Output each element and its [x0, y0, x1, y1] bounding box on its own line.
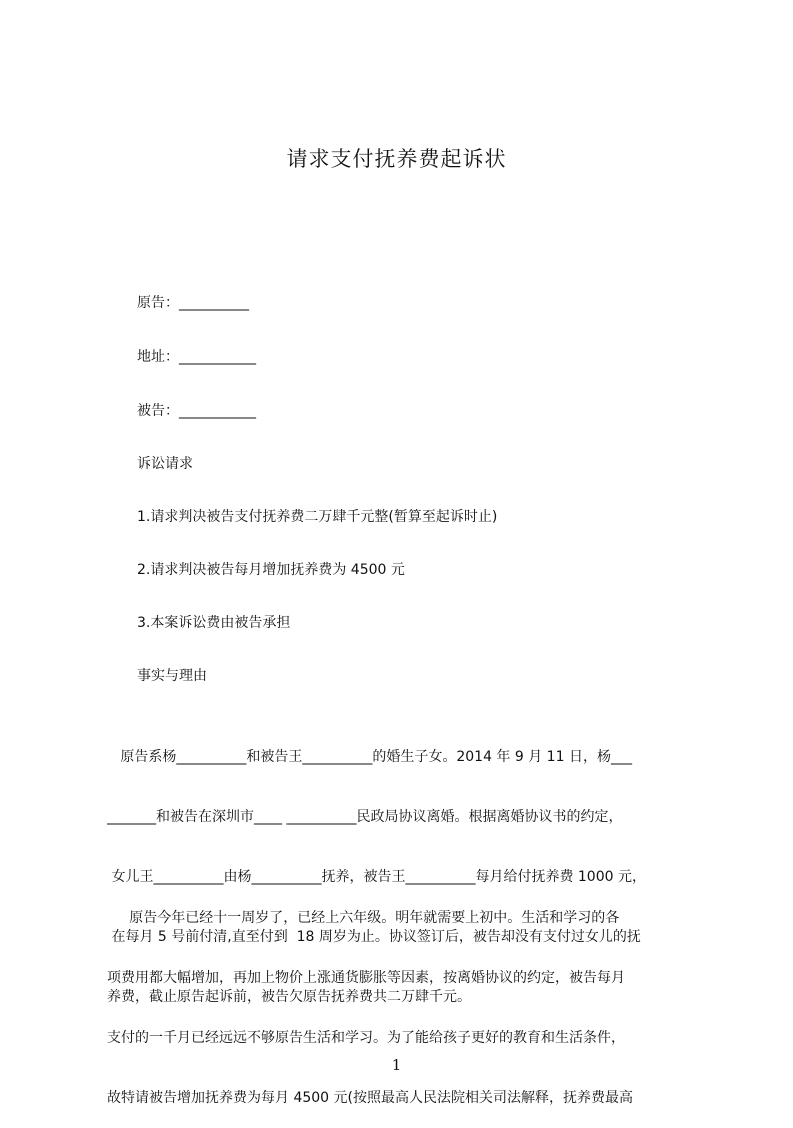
paragraph-line: 女儿王__________由杨__________抚养，被告王__________每月给付抚养费 1000 元， — [107, 869, 646, 885]
paragraph-line: 在每月 5 号前付清,直至付到 18 周岁为止。协议签订后，被告却没有支付过女儿的抚 — [107, 929, 641, 945]
document-title: 请求支付抚养费起诉状 — [286, 147, 507, 171]
paragraph-line: 支付的一千月已经远远不够原告生活和学习。为了能给孩子更好的教育和生活条件， — [107, 1030, 625, 1046]
page-number: 1 — [391, 1056, 402, 1074]
paragraph-line: 项费用都大幅增加，再加上物价上涨通货膨胀等因素，按离婚协议的约定，被告每月 — [107, 970, 625, 986]
paragraph-line: 原告今年已经十一周岁了，已经上六年级。明年就需要上初中。生活和学习的各 — [107, 910, 620, 926]
defendant-line: 被告：___________ — [137, 403, 256, 419]
claim-item: 2.请求判决被告每月增加抚养费为 4500 元 — [137, 562, 405, 578]
paragraph-line: 故特请被告增加抚养费为每月 4500 元(按照最高人民法院相关司法解释，抚养费最高 — [107, 1090, 633, 1106]
claim-item: 3.本案诉讼费由被告承担 — [137, 615, 291, 631]
paragraph-line: _______和被告在深圳市____ __________民政局协议离婚。根据离婚协议书的约定， — [107, 809, 623, 825]
claim-item: 1.请求判决被告支付抚养费二万肆千元整(暂算至起诉时止) — [137, 509, 498, 525]
claims-heading: 诉讼请求 — [137, 456, 193, 472]
address-line: 地址：___________ — [137, 349, 256, 365]
paragraph-line: 养费，截止原告起诉前，被告欠原告抚养费共二万肆千元。 — [107, 989, 471, 1005]
facts-paragraph-2 — [107, 872, 707, 1128]
facts-heading: 事实与理由 — [137, 668, 207, 684]
paragraph-line: 原告系杨__________和被告王__________的婚生子女。2014 年 9 月 11 日，杨___ — [107, 749, 632, 765]
plaintiff-line: 原告：__________ — [137, 295, 249, 311]
